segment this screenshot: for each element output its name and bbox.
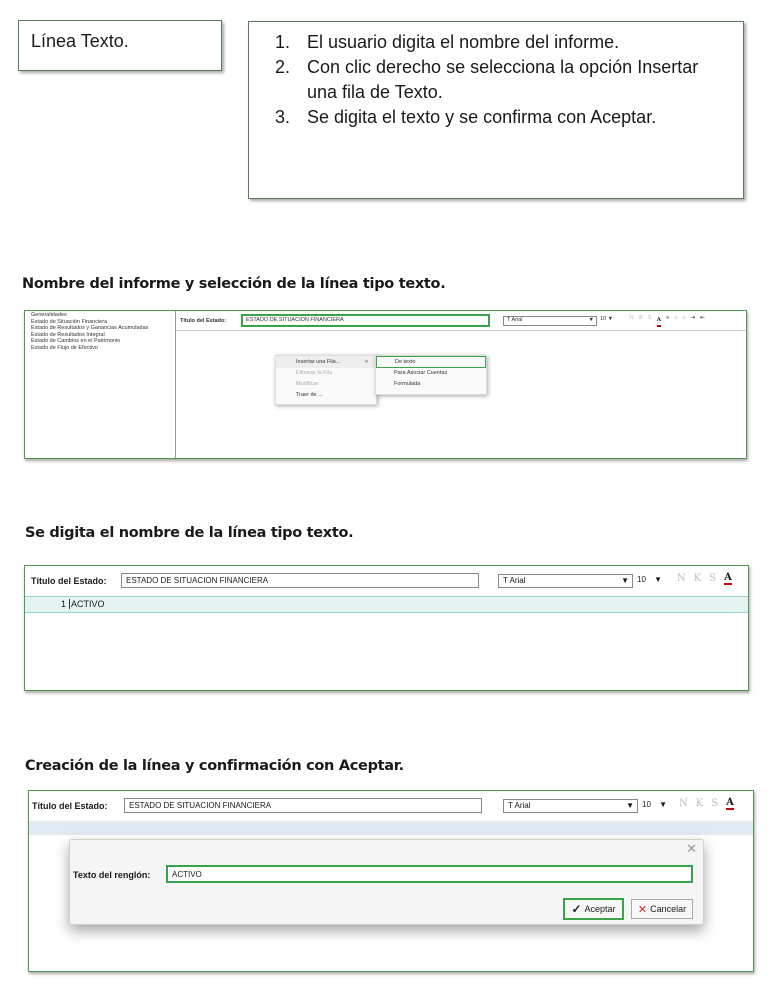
align-center-icon[interactable]: ≡ bbox=[674, 315, 678, 321]
submenu-item-formula[interactable]: Formulada bbox=[394, 381, 421, 387]
font-value: Arial bbox=[509, 576, 526, 585]
caption-2: Se digita el nombre de la línea tipo texto. bbox=[25, 525, 354, 541]
section-title: Línea Texto. bbox=[31, 31, 129, 51]
close-icon[interactable]: ✕ bbox=[686, 841, 697, 856]
bold-button[interactable]: N bbox=[629, 315, 634, 321]
font-value: Arial bbox=[514, 801, 531, 810]
step-item: 2. Con clic derecho se selecciona la opción Insertar una fila de Texto. bbox=[295, 55, 733, 105]
step-item: 1. El usuario digita el nombre del informe. bbox=[295, 30, 733, 55]
size-select[interactable] bbox=[642, 800, 667, 809]
format-toolbar bbox=[677, 573, 732, 585]
section-title-box bbox=[18, 20, 222, 71]
cancel-icon: ✕ bbox=[637, 903, 648, 916]
caption-1: Nombre del informe y selección de la línea tipo texto. bbox=[22, 276, 446, 292]
tree-item[interactable]: Estado de Resultados Integral bbox=[31, 331, 105, 338]
check-icon: ✓ bbox=[571, 902, 582, 916]
tree-item[interactable]: Estado de Cambios en el Patrimonio bbox=[31, 338, 121, 344]
format-toolbar bbox=[679, 798, 734, 810]
context-menu bbox=[275, 355, 377, 405]
bold-button[interactable]: N bbox=[679, 798, 688, 809]
strike-button[interactable]: S bbox=[709, 573, 717, 584]
menu-item-modify[interactable]: Modificar bbox=[296, 381, 319, 387]
font-icon: T bbox=[507, 317, 511, 323]
title-label: Título del Estado: bbox=[31, 576, 107, 586]
chevron-down-icon: ▼ bbox=[626, 801, 634, 810]
caption-3: Creación de la línea y confirmación con Aceptar. bbox=[25, 758, 404, 774]
title-input[interactable]: ESTADO DE SITUACION FINANCIERA bbox=[121, 573, 479, 588]
chevron-down-icon: ▼ bbox=[621, 576, 629, 585]
accept-button[interactable] bbox=[563, 898, 624, 920]
row-text[interactable]: ACTIVO bbox=[71, 599, 105, 609]
font-color-button[interactable]: A bbox=[726, 797, 734, 808]
font-select[interactable] bbox=[503, 799, 638, 813]
italic-button[interactable]: K bbox=[638, 315, 643, 321]
tree-item[interactable]: Estado de Situación Financiera bbox=[31, 318, 108, 325]
tree-list bbox=[31, 312, 148, 351]
chevron-down-icon: ▼ bbox=[659, 800, 668, 809]
bold-button[interactable]: N bbox=[677, 573, 686, 584]
submenu bbox=[375, 355, 487, 395]
screenshot-2 bbox=[24, 565, 749, 691]
dialog bbox=[69, 839, 704, 925]
menu-item-delete[interactable]: Eliminar la Fila bbox=[296, 370, 333, 376]
title-label: Título del Estado: bbox=[180, 318, 227, 324]
font-value: Arial bbox=[511, 317, 523, 323]
title-input[interactable]: ESTADO DE SITUACION FINANCIERA bbox=[241, 314, 490, 327]
tree-item[interactable]: Estado de Resultados y Ganancias Acumuladas bbox=[31, 325, 149, 331]
row-text-input[interactable]: ACTIVO bbox=[166, 865, 693, 883]
outdent-icon[interactable]: ⇤ bbox=[700, 315, 705, 321]
align-right-icon[interactable]: ≡ bbox=[682, 315, 686, 321]
steps-list bbox=[259, 30, 733, 130]
font-select[interactable] bbox=[498, 574, 633, 588]
font-color-button[interactable]: A bbox=[657, 315, 661, 327]
accept-label: Aceptar bbox=[584, 904, 616, 914]
size-select[interactable] bbox=[637, 575, 662, 584]
font-icon: T bbox=[508, 801, 513, 810]
divider bbox=[176, 330, 746, 331]
dialog-label: Texto del renglón: bbox=[73, 870, 151, 880]
menu-item-import[interactable]: Traer de ... bbox=[296, 392, 323, 398]
screenshot-3 bbox=[28, 790, 754, 972]
italic-button[interactable]: K bbox=[695, 798, 704, 809]
font-color-button[interactable]: A bbox=[724, 572, 732, 583]
cancel-button[interactable] bbox=[631, 899, 693, 919]
size-value: 10 bbox=[637, 575, 646, 584]
tree-item[interactable]: Generalidades bbox=[31, 312, 67, 318]
italic-button[interactable]: K bbox=[693, 573, 702, 584]
size-value: 10 bbox=[642, 800, 651, 809]
tree-panel bbox=[25, 311, 176, 458]
tree-item[interactable]: Estado de Flujo de Efectivo bbox=[31, 344, 98, 351]
font-select[interactable] bbox=[503, 316, 597, 326]
title-input[interactable]: ESTADO DE SITUACION FINANCIERA bbox=[124, 798, 482, 813]
table-row[interactable] bbox=[25, 596, 749, 613]
screenshot-1 bbox=[24, 310, 747, 459]
title-label: Título del Estado: bbox=[32, 801, 108, 811]
format-toolbar bbox=[629, 315, 705, 327]
strike-button[interactable]: S bbox=[647, 315, 652, 321]
steps-box bbox=[248, 21, 744, 199]
menu-item-insert[interactable]: Insertar una Fila... > bbox=[276, 356, 376, 368]
indent-icon[interactable]: ⇥ bbox=[690, 315, 696, 321]
step-item: 3. Se digita el texto y se confirma con Aceptar. bbox=[295, 105, 733, 130]
align-left-icon[interactable]: ≡ bbox=[665, 315, 670, 321]
size-select[interactable]: 10 ▼ bbox=[600, 316, 614, 322]
table-row bbox=[29, 821, 754, 835]
chevron-down-icon: ▼ bbox=[588, 317, 594, 323]
submenu-item-accounts[interactable]: Para Asociar Cuentas bbox=[394, 370, 448, 376]
row-number: 1 bbox=[61, 599, 67, 609]
submenu-item-text[interactable]: De texto bbox=[376, 356, 486, 368]
chevron-down-icon: ▼ bbox=[654, 575, 663, 584]
chevron-right-icon: > bbox=[364, 359, 368, 365]
size-value: 10 bbox=[600, 316, 607, 322]
font-icon: T bbox=[503, 576, 508, 585]
strike-button[interactable]: S bbox=[711, 798, 719, 809]
cancel-label: Cancelar bbox=[650, 904, 687, 914]
